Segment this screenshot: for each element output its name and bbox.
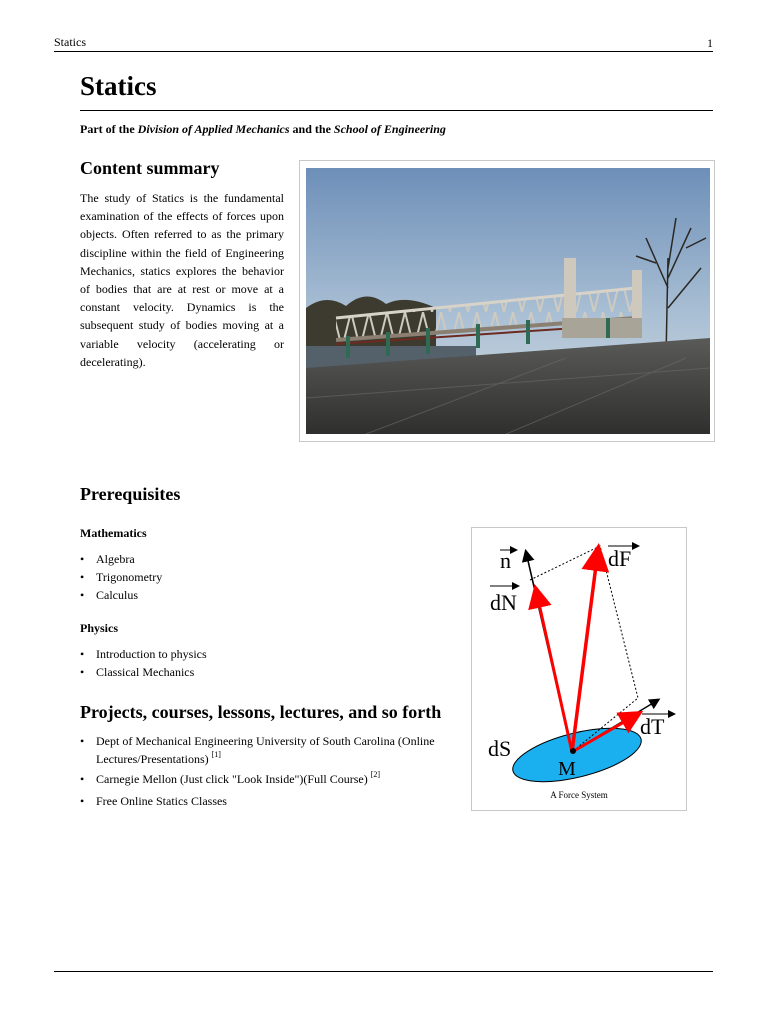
- prerequisites-heading: Prerequisites: [80, 484, 181, 504]
- bridge-photo: [306, 168, 710, 434]
- point-m: [570, 748, 576, 754]
- mathematics-heading: Mathematics: [80, 526, 147, 540]
- surface-ellipse: [508, 718, 647, 788]
- part-of-prefix: Part of the: [80, 122, 135, 136]
- list-item: • Introduction to physics: [80, 647, 207, 661]
- school-link[interactable]: School of Engineering: [333, 122, 446, 136]
- physics-list: [80, 645, 207, 681]
- title-rule: [80, 110, 713, 111]
- list-item: • Algebra: [80, 552, 135, 566]
- force-diagram: [472, 528, 686, 788]
- label-dn: dN: [490, 590, 517, 615]
- running-title: Statics: [54, 35, 86, 49]
- usc-link[interactable]: Dept of Mechanical Engineering University of South Carolina (Online Lectures/Presentations): [96, 734, 435, 766]
- list-item[interactable]: • Dept of Mechanical Engineering University of South Carolina (Online Lectures/Presentations) [1]: [80, 734, 435, 766]
- projects-list: [80, 732, 440, 810]
- list-item: • Trigonometry: [80, 570, 163, 584]
- dn-vector: [536, 590, 572, 752]
- header-rule: [54, 51, 713, 52]
- part-of-connector: and the: [292, 122, 331, 136]
- figure-caption: A Force System: [550, 790, 608, 800]
- label-n: n: [500, 548, 511, 573]
- content-summary-text: The study of Statics is the fundamental examination of the effects of forces upon objects. Often referred to as the primary discipline within the field of Engineering Mechanics, statics explores the behavior of bodies that are at rest or move at a constant velocity. Dynamics is the subsequent study of bodies moving at a variable velocity (accelerating or decelerating).: [80, 191, 284, 369]
- running-header: [54, 35, 713, 51]
- label-m: M: [558, 758, 576, 780]
- division-link[interactable]: Division of Applied Mechanics: [137, 122, 290, 136]
- df-vector: [572, 550, 598, 752]
- reference-1[interactable]: [1]: [211, 750, 221, 759]
- force-system-figure: [471, 527, 687, 811]
- list-item[interactable]: • Free Online Statics Classes: [80, 794, 227, 808]
- physics-heading: Physics: [80, 621, 119, 635]
- label-ds: dS: [488, 736, 512, 761]
- part-of-line: [80, 122, 446, 137]
- list-item: • Classical Mechanics: [80, 665, 195, 679]
- reference-2[interactable]: [2]: [370, 770, 381, 779]
- list-item: • Calculus: [80, 588, 138, 602]
- list-item[interactable]: • Carnegie Mellon (Just click "Look Inside")(Full Course) [2]: [80, 770, 381, 786]
- page-number: 1: [707, 36, 713, 50]
- cmu-link[interactable]: Carnegie Mellon (Just click "Look Inside")(Full Course): [96, 772, 368, 786]
- label-df: dF: [608, 546, 632, 571]
- bridge-photo-frame: [299, 160, 715, 442]
- statics-classes-link[interactable]: Free Online Statics Classes: [96, 794, 227, 808]
- label-dt: dT: [640, 714, 665, 739]
- content-summary-heading: Content summary: [80, 158, 220, 178]
- mathematics-list: [80, 550, 162, 604]
- page-title: Statics: [80, 71, 157, 101]
- projects-heading: Projects, courses, lessons, lectures, and so forth: [80, 702, 442, 722]
- footer-rule: [54, 971, 713, 972]
